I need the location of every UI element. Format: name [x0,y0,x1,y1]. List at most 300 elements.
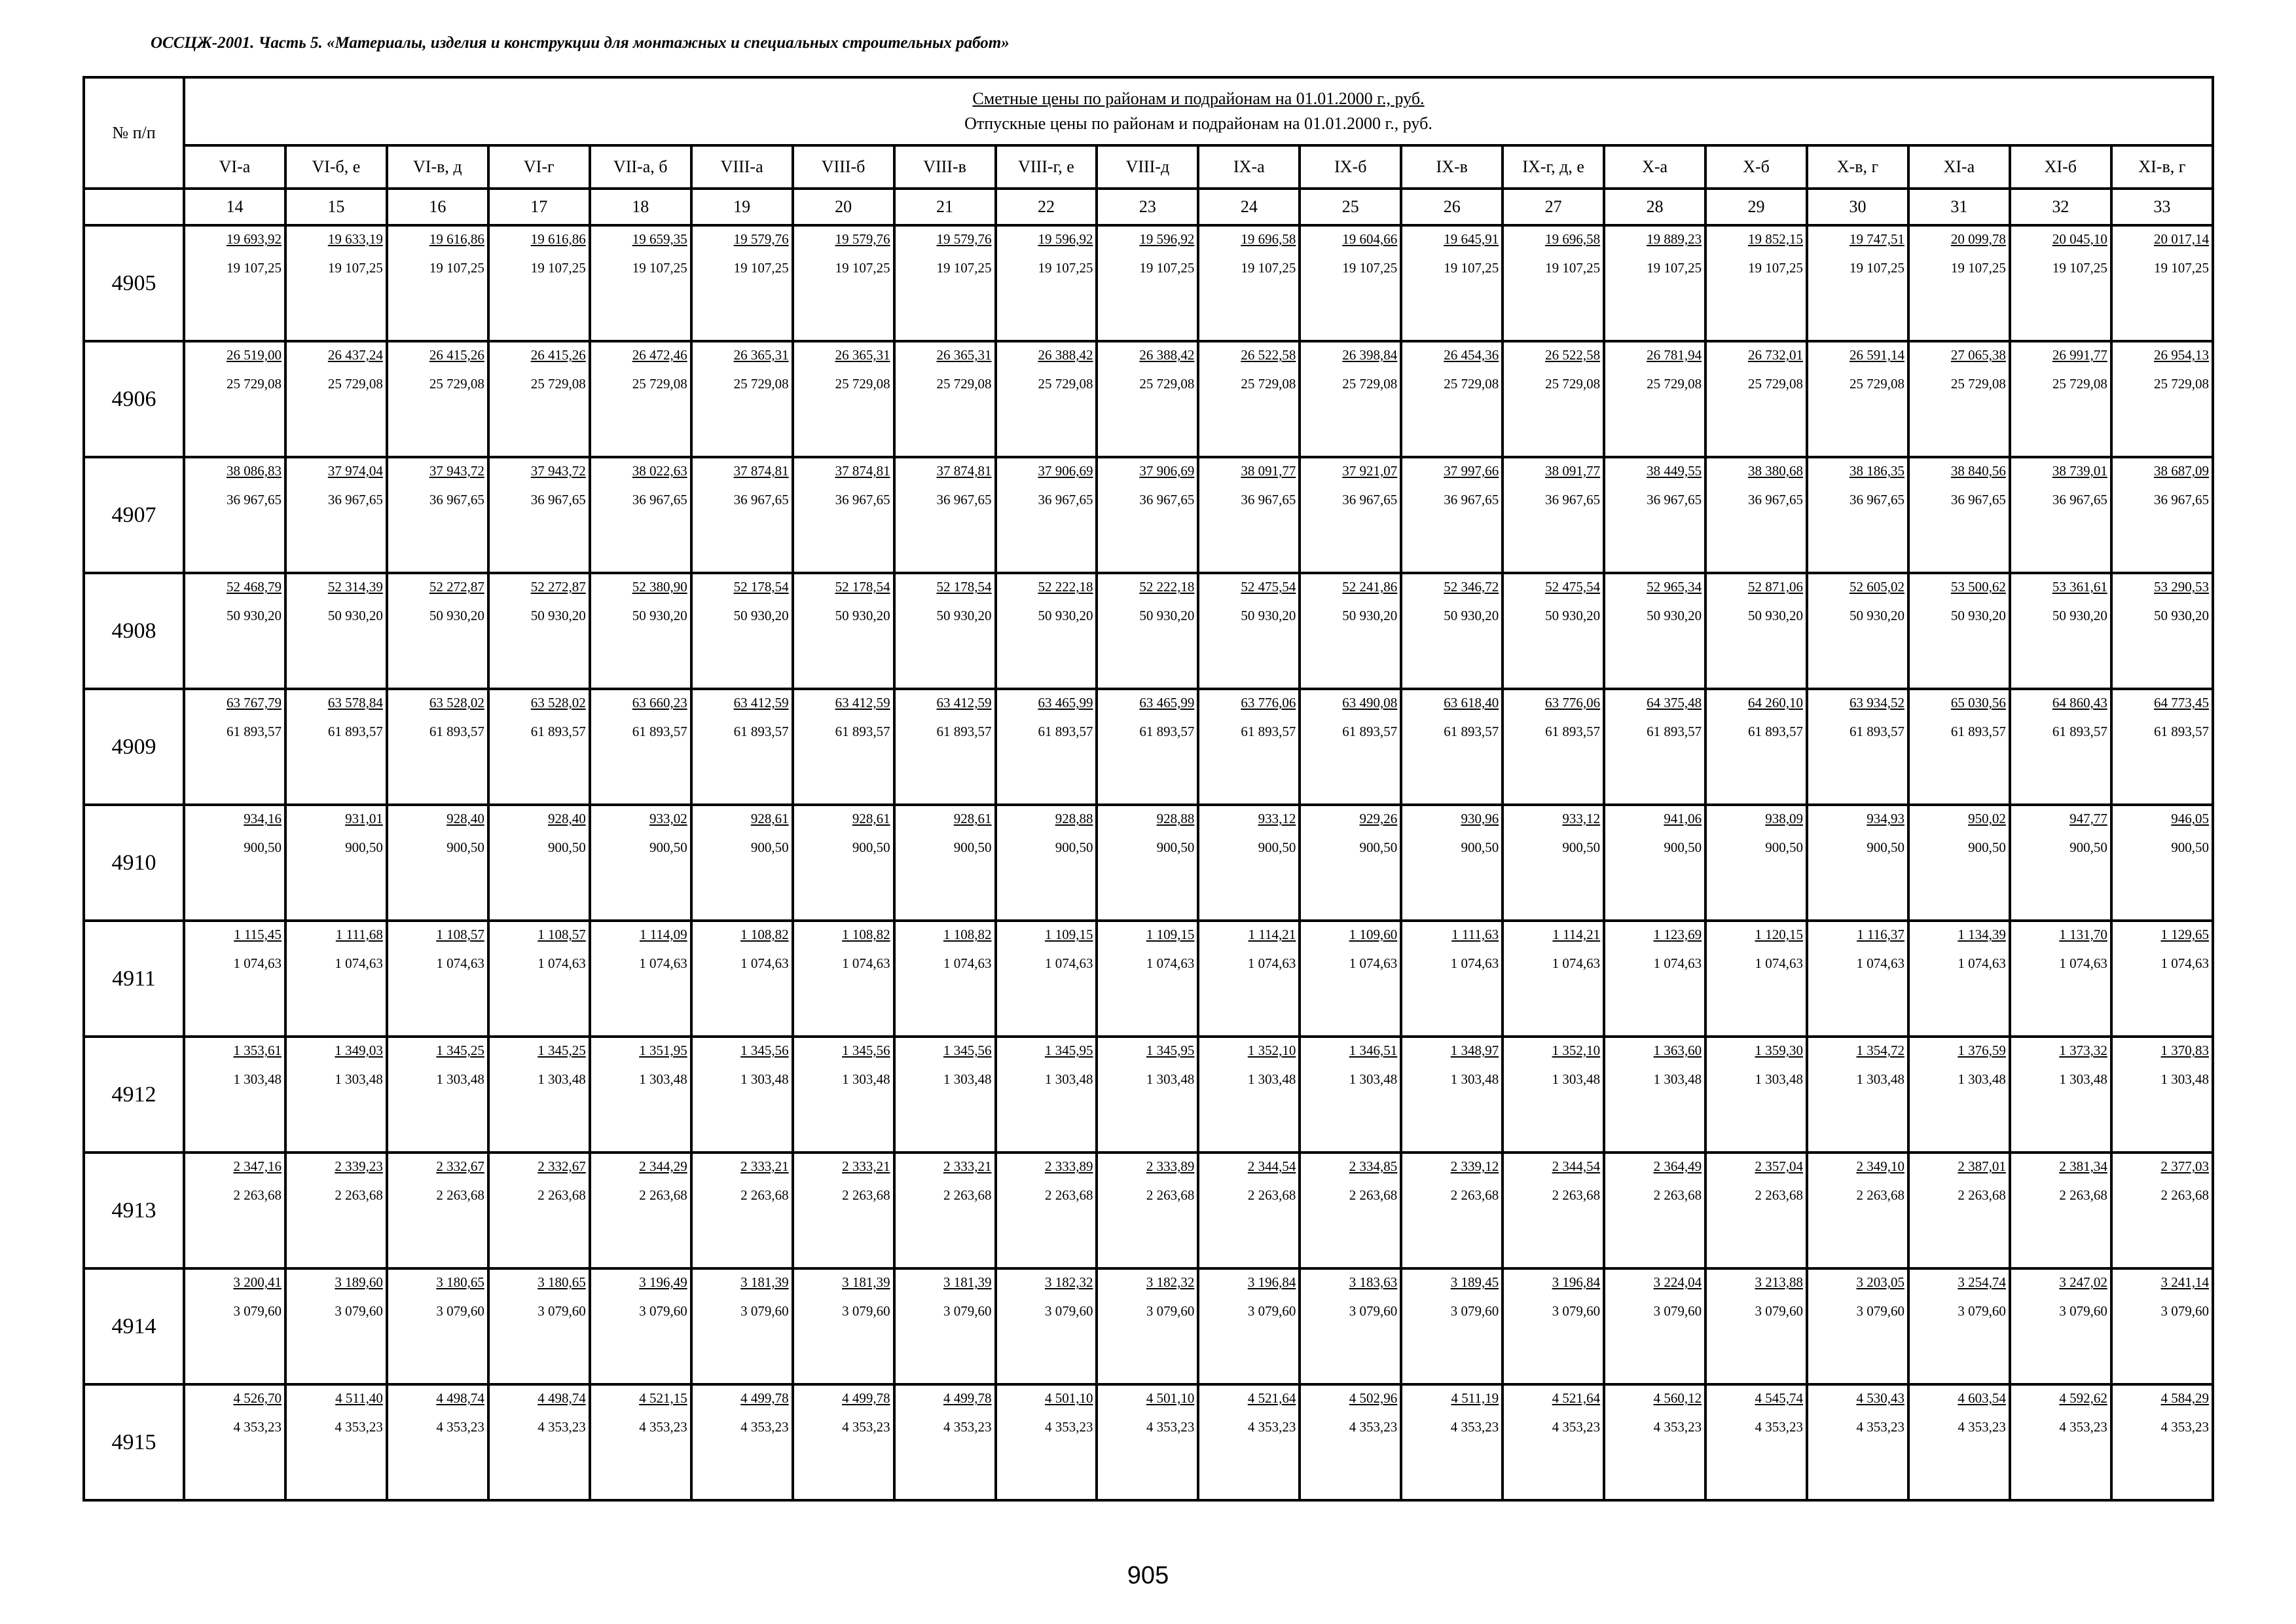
estimated-price: 37 943,72 [530,463,586,479]
price-cell [1198,689,1300,805]
release-price: 36 967,65 [1444,492,1499,507]
price-cell [2111,341,2213,457]
price-cell [590,1384,691,1500]
release-price: 36 967,65 [1342,492,1398,507]
price-cell [793,921,894,1037]
release-price: 1 303,48 [1755,1071,1803,1087]
release-price: 1 074,63 [842,955,890,971]
estimated-price: 65 030,56 [1950,695,2006,710]
price-cell [1503,1268,1604,1384]
estimated-price: 2 381,34 [2059,1158,2107,1174]
price-cell [488,573,590,689]
region-column-header: X-а [1604,145,1705,189]
row-number: 4914 [84,1268,184,1384]
release-price: 2 263,68 [1247,1187,1296,1203]
release-price: 2 263,68 [1450,1187,1499,1203]
price-cell [488,1384,590,1500]
estimated-price: 930,96 [1461,811,1499,826]
price-cell [894,921,996,1037]
column-index-header: 23 [1097,189,1198,225]
price-cell [996,1153,1097,1268]
price-cell [1908,921,2010,1037]
price-cell [1705,225,1807,341]
table-body [84,225,2213,1500]
release-price: 900,50 [852,840,890,855]
region-column-header: VIII-в [894,145,996,189]
price-cell [894,1384,996,1500]
release-price: 900,50 [548,840,586,855]
estimated-price: 1 114,21 [1552,927,1601,942]
release-price: 50 930,20 [2052,608,2107,623]
price-cell [285,1268,387,1384]
price-cell [1705,805,1807,921]
price-cell [1198,921,1300,1037]
estimated-price: 928,88 [1156,811,1195,826]
estimated-price: 3 181,39 [842,1274,890,1290]
price-cell [387,689,488,805]
estimated-price: 3 224,04 [1653,1274,1702,1290]
estimated-price: 52 314,39 [327,579,383,595]
release-price: 3 079,60 [2160,1303,2209,1319]
release-price: 900,50 [1562,840,1601,855]
release-price: 4 353,23 [740,1419,789,1435]
release-price: 900,50 [953,840,992,855]
release-price: 1 074,63 [538,955,586,971]
price-cell [793,1268,894,1384]
price-cell [387,457,488,573]
price-cell [996,573,1097,689]
release-price: 900,50 [1258,840,1296,855]
row-number: 4911 [84,921,184,1037]
release-price-header: Отпускные цены по районам и подрайонам на 01.01.2000 г., руб. [964,114,1432,133]
price-cell [387,1384,488,1500]
price-cell [1300,805,1401,921]
release-price: 900,50 [1461,840,1499,855]
release-price: 61 893,57 [2052,724,2107,739]
release-price: 50 930,20 [936,608,992,623]
price-cell [1300,1153,1401,1268]
price-cell [996,689,1097,805]
release-price: 36 967,65 [632,492,687,507]
release-price: 2 263,68 [436,1187,484,1203]
price-cell [184,1153,285,1268]
region-column-header: VI-б, е [285,145,387,189]
estimated-price: 26 415,26 [429,347,484,363]
estimated-price: 37 874,81 [936,463,992,479]
estimated-price: 64 860,43 [2052,695,2107,710]
price-cell [793,573,894,689]
estimated-price: 3 196,84 [1247,1274,1296,1290]
estimated-price: 64 260,10 [1748,695,1803,710]
release-price: 50 930,20 [429,608,484,623]
estimated-price: 3 181,39 [740,1274,789,1290]
estimated-price: 3 203,05 [1856,1274,1904,1290]
price-cell [691,921,793,1037]
estimated-price: 4 498,74 [436,1390,484,1406]
price-cell [2010,1037,2111,1153]
price-cell [285,1384,387,1500]
release-price: 36 967,65 [733,492,789,507]
estimated-price: 3 200,41 [233,1274,282,1290]
price-cell [1807,1384,1908,1500]
release-price: 36 967,65 [835,492,890,507]
price-cell [1300,1268,1401,1384]
column-index-header: 24 [1198,189,1300,225]
estimated-price: 1 111,63 [1451,927,1499,942]
estimated-price: 1 123,69 [1653,927,1702,942]
estimated-price: 53 361,61 [2052,579,2107,595]
price-cell [1097,341,1198,457]
release-price: 4 353,23 [1552,1419,1601,1435]
release-price: 4 353,23 [436,1419,484,1435]
price-cell [1503,1153,1604,1268]
release-price: 2 263,68 [2059,1187,2107,1203]
row-number: 4915 [84,1384,184,1500]
price-cell [1097,225,1198,341]
price-cell [894,573,996,689]
estimated-price: 1 345,56 [740,1043,789,1058]
price-cell [1401,1268,1503,1384]
price-cell [1097,457,1198,573]
price-cell [1705,573,1807,689]
region-column-header: VIII-д [1097,145,1198,189]
estimated-price: 2 332,67 [436,1158,484,1174]
release-price: 61 893,57 [1647,724,1702,739]
estimated-price: 928,61 [852,811,890,826]
release-price: 19 107,25 [1139,260,1195,276]
release-price: 50 930,20 [1444,608,1499,623]
estimated-price: 19 696,58 [1545,231,1601,247]
price-cell [2111,225,2213,341]
price-cell [894,1037,996,1153]
price-cell [2111,921,2213,1037]
release-price: 4 353,23 [2059,1419,2107,1435]
estimated-price: 1 114,09 [639,927,687,942]
price-cell [1604,689,1705,805]
release-price: 900,50 [1055,840,1093,855]
release-price: 900,50 [2069,840,2107,855]
price-cell [590,805,691,921]
release-price: 36 967,65 [1241,492,1296,507]
release-price: 36 967,65 [1139,492,1195,507]
estimated-price: 946,05 [2171,811,2209,826]
release-price: 61 893,57 [1748,724,1803,739]
estimated-price: 26 398,84 [1342,347,1398,363]
estimated-price: 63 776,06 [1241,695,1296,710]
price-cell [1401,457,1503,573]
estimated-price: 19 596,92 [1139,231,1195,247]
release-price: 3 079,60 [233,1303,282,1319]
price-cell [184,457,285,573]
price-cell [1097,689,1198,805]
estimated-price: 1 348,97 [1450,1043,1499,1058]
price-cell [2010,921,2111,1037]
price-cell [894,457,996,573]
release-price: 1 303,48 [1552,1071,1601,1087]
estimated-price: 26 519,00 [226,347,282,363]
estimated-price: 4 501,10 [1146,1390,1195,1406]
table-row [84,573,2213,689]
price-cell [2010,225,2111,341]
price-cell [488,1153,590,1268]
price-cell [387,1268,488,1384]
price-cell [1908,1384,2010,1500]
price-cell [1097,1384,1198,1500]
release-price: 50 930,20 [226,608,282,623]
release-price: 61 893,57 [2153,724,2209,739]
release-price: 19 107,25 [632,260,687,276]
release-price: 1 074,63 [639,955,687,971]
price-cell [894,1153,996,1268]
release-price: 25 729,08 [1139,376,1195,392]
estimated-price: 2 387,01 [1958,1158,2006,1174]
release-price: 1 303,48 [335,1071,383,1087]
price-cell [1401,341,1503,457]
estimated-price: 37 874,81 [733,463,789,479]
price-cell [1705,689,1807,805]
release-price: 61 893,57 [1545,724,1601,739]
price-cell [488,341,590,457]
release-price: 50 930,20 [1545,608,1601,623]
price-cell [1300,921,1401,1037]
price-cell [2010,1153,2111,1268]
release-price: 61 893,57 [1139,724,1195,739]
region-column-header: IX-б [1300,145,1401,189]
row-number: 4909 [84,689,184,805]
price-table [82,76,2214,1502]
column-index-header: 31 [1908,189,2010,225]
estimated-price: 1 108,82 [842,927,890,942]
price-cell [793,1153,894,1268]
column-index-header: 19 [691,189,793,225]
estimated-price: 3 254,74 [1958,1274,2006,1290]
price-cell [1401,689,1503,805]
price-cell [691,1037,793,1153]
estimated-price: 53 500,62 [1950,579,2006,595]
release-price: 3 079,60 [1552,1303,1601,1319]
estimated-price: 63 412,59 [936,695,992,710]
price-cell [1097,1153,1198,1268]
price-cell [1908,573,2010,689]
price-cell [1807,573,1908,689]
estimated-price: 3 189,60 [335,1274,383,1290]
price-cell [691,805,793,921]
estimated-price: 53 290,53 [2153,579,2209,595]
row-number: 4910 [84,805,184,921]
release-price: 25 729,08 [530,376,586,392]
price-cell [1908,1153,2010,1268]
price-cell [1908,457,2010,573]
release-price: 900,50 [1156,840,1195,855]
price-cell [1807,805,1908,921]
price-cell [2111,1153,2213,1268]
estimated-price: 19 604,66 [1342,231,1398,247]
estimated-price: 26 732,01 [1748,347,1803,363]
price-cell [387,921,488,1037]
document-header: ОССЦЖ-2001. Часть 5. «Материалы, изделия и конструкции для монтажных и специальных строительных работ» [151,34,1010,52]
release-price: 61 893,57 [530,724,586,739]
price-cell [285,457,387,573]
release-price: 1 303,48 [943,1071,992,1087]
release-price: 50 930,20 [1139,608,1195,623]
estimated-price: 938,09 [1765,811,1803,826]
release-price: 2 263,68 [2160,1187,2209,1203]
estimated-price: 26 415,26 [530,347,586,363]
price-cell [793,689,894,805]
price-cell [1604,921,1705,1037]
release-price: 25 729,08 [1444,376,1499,392]
row-number: 4907 [84,457,184,573]
release-price: 36 967,65 [1038,492,1093,507]
price-cell [488,1268,590,1384]
price-cell [1300,1037,1401,1153]
estimated-price: 3 182,32 [1044,1274,1093,1290]
estimated-price: 63 767,79 [226,695,282,710]
estimated-price: 37 906,69 [1139,463,1195,479]
price-cell [387,341,488,457]
price-cell [387,805,488,921]
price-cell [2010,1268,2111,1384]
release-price: 25 729,08 [632,376,687,392]
price-cell [1705,921,1807,1037]
column-index-header: 16 [387,189,488,225]
price-cell [1807,457,1908,573]
estimated-price: 19 747,51 [1849,231,1904,247]
estimated-price: 933,12 [1562,811,1601,826]
price-cell [1198,1037,1300,1153]
estimated-price: 2 364,49 [1653,1158,1702,1174]
estimated-price: 2 333,21 [740,1158,789,1174]
release-price: 4 353,23 [639,1419,687,1435]
estimated-price: 2 357,04 [1755,1158,1803,1174]
price-cell [1401,1384,1503,1500]
header-row-regions [84,145,2213,189]
price-cell [1300,225,1401,341]
price-cell [894,1268,996,1384]
price-cell [793,341,894,457]
release-price: 900,50 [1765,840,1803,855]
price-cell [184,573,285,689]
estimated-price: 3 241,14 [2160,1274,2209,1290]
release-price: 61 893,57 [1342,724,1398,739]
release-price: 1 303,48 [2160,1071,2209,1087]
release-price: 25 729,08 [936,376,992,392]
release-price: 3 079,60 [1755,1303,1803,1319]
price-cell [996,921,1097,1037]
price-cell [996,341,1097,457]
release-price: 4 353,23 [1450,1419,1499,1435]
estimated-price: 64 773,45 [2153,695,2209,710]
estimated-price: 63 528,02 [429,695,484,710]
region-column-header: VII-а, б [590,145,691,189]
estimated-price: 52 965,34 [1647,579,1702,595]
release-price: 4 353,23 [538,1419,586,1435]
estimated-price: 19 889,23 [1647,231,1702,247]
release-price: 2 263,68 [943,1187,992,1203]
region-column-header: IX-в [1401,145,1503,189]
region-column-header: VIII-а [691,145,793,189]
release-price: 25 729,08 [1241,376,1296,392]
price-cell [1908,689,2010,805]
column-index-header: 29 [1705,189,1807,225]
release-price: 1 074,63 [233,955,282,971]
estimated-price: 26 388,42 [1139,347,1195,363]
price-cell [184,1384,285,1500]
table-row [84,689,2213,805]
price-cell [184,689,285,805]
estimated-price: 19 693,92 [226,231,282,247]
release-price: 900,50 [244,840,282,855]
release-price: 4 353,23 [1958,1419,2006,1435]
price-cell [691,1268,793,1384]
price-cell [1198,805,1300,921]
estimated-price: 38 380,68 [1748,463,1803,479]
release-price: 36 967,65 [1950,492,2006,507]
region-column-header: VI-г [488,145,590,189]
estimated-price: 934,16 [244,811,282,826]
estimated-price: 3 180,65 [436,1274,484,1290]
price-cell [2111,457,2213,573]
price-cell [1300,457,1401,573]
estimated-price: 4 499,78 [943,1390,992,1406]
estimated-price: 4 530,43 [1856,1390,1904,1406]
price-cell [285,1153,387,1268]
estimated-price: 2 339,23 [335,1158,383,1174]
price-cell [1198,341,1300,457]
region-column-header: X-б [1705,145,1807,189]
release-price: 3 079,60 [538,1303,586,1319]
estimated-price: 1 352,10 [1247,1043,1296,1058]
release-price: 3 079,60 [1856,1303,1904,1319]
estimated-price: 37 906,69 [1038,463,1093,479]
release-price: 3 079,60 [1653,1303,1702,1319]
price-cell [387,1037,488,1153]
price-cell [1503,1037,1604,1153]
release-price: 900,50 [1867,840,1904,855]
estimated-price: 37 921,07 [1342,463,1398,479]
column-index-header: 32 [2010,189,2111,225]
estimated-price: 20 017,14 [2153,231,2209,247]
price-cell [1705,1384,1807,1500]
price-cell [285,341,387,457]
estimated-price: 2 349,10 [1856,1158,1904,1174]
release-price: 1 303,48 [740,1071,789,1087]
price-cell [387,573,488,689]
price-cell [691,689,793,805]
price-cell [285,689,387,805]
estimated-price: 26 954,13 [2153,347,2209,363]
release-price: 36 967,65 [2153,492,2209,507]
price-cell [996,1037,1097,1153]
price-cell [1401,1037,1503,1153]
price-cell [1198,1268,1300,1384]
price-cell [1401,1153,1503,1268]
estimated-price: 941,06 [1664,811,1702,826]
release-price: 50 930,20 [733,608,789,623]
estimated-price: 1 131,70 [2059,927,2107,942]
price-cell [2010,341,2111,457]
price-cell [285,225,387,341]
estimated-price: 19 696,58 [1241,231,1296,247]
column-index-header: 17 [488,189,590,225]
estimated-price: 63 465,99 [1038,695,1093,710]
release-price: 19 107,25 [1545,260,1601,276]
release-price: 1 303,48 [1653,1071,1702,1087]
price-cell [2010,457,2111,573]
release-price: 1 303,48 [1146,1071,1195,1087]
region-column-header: IX-а [1198,145,1300,189]
price-cell [691,1384,793,1500]
